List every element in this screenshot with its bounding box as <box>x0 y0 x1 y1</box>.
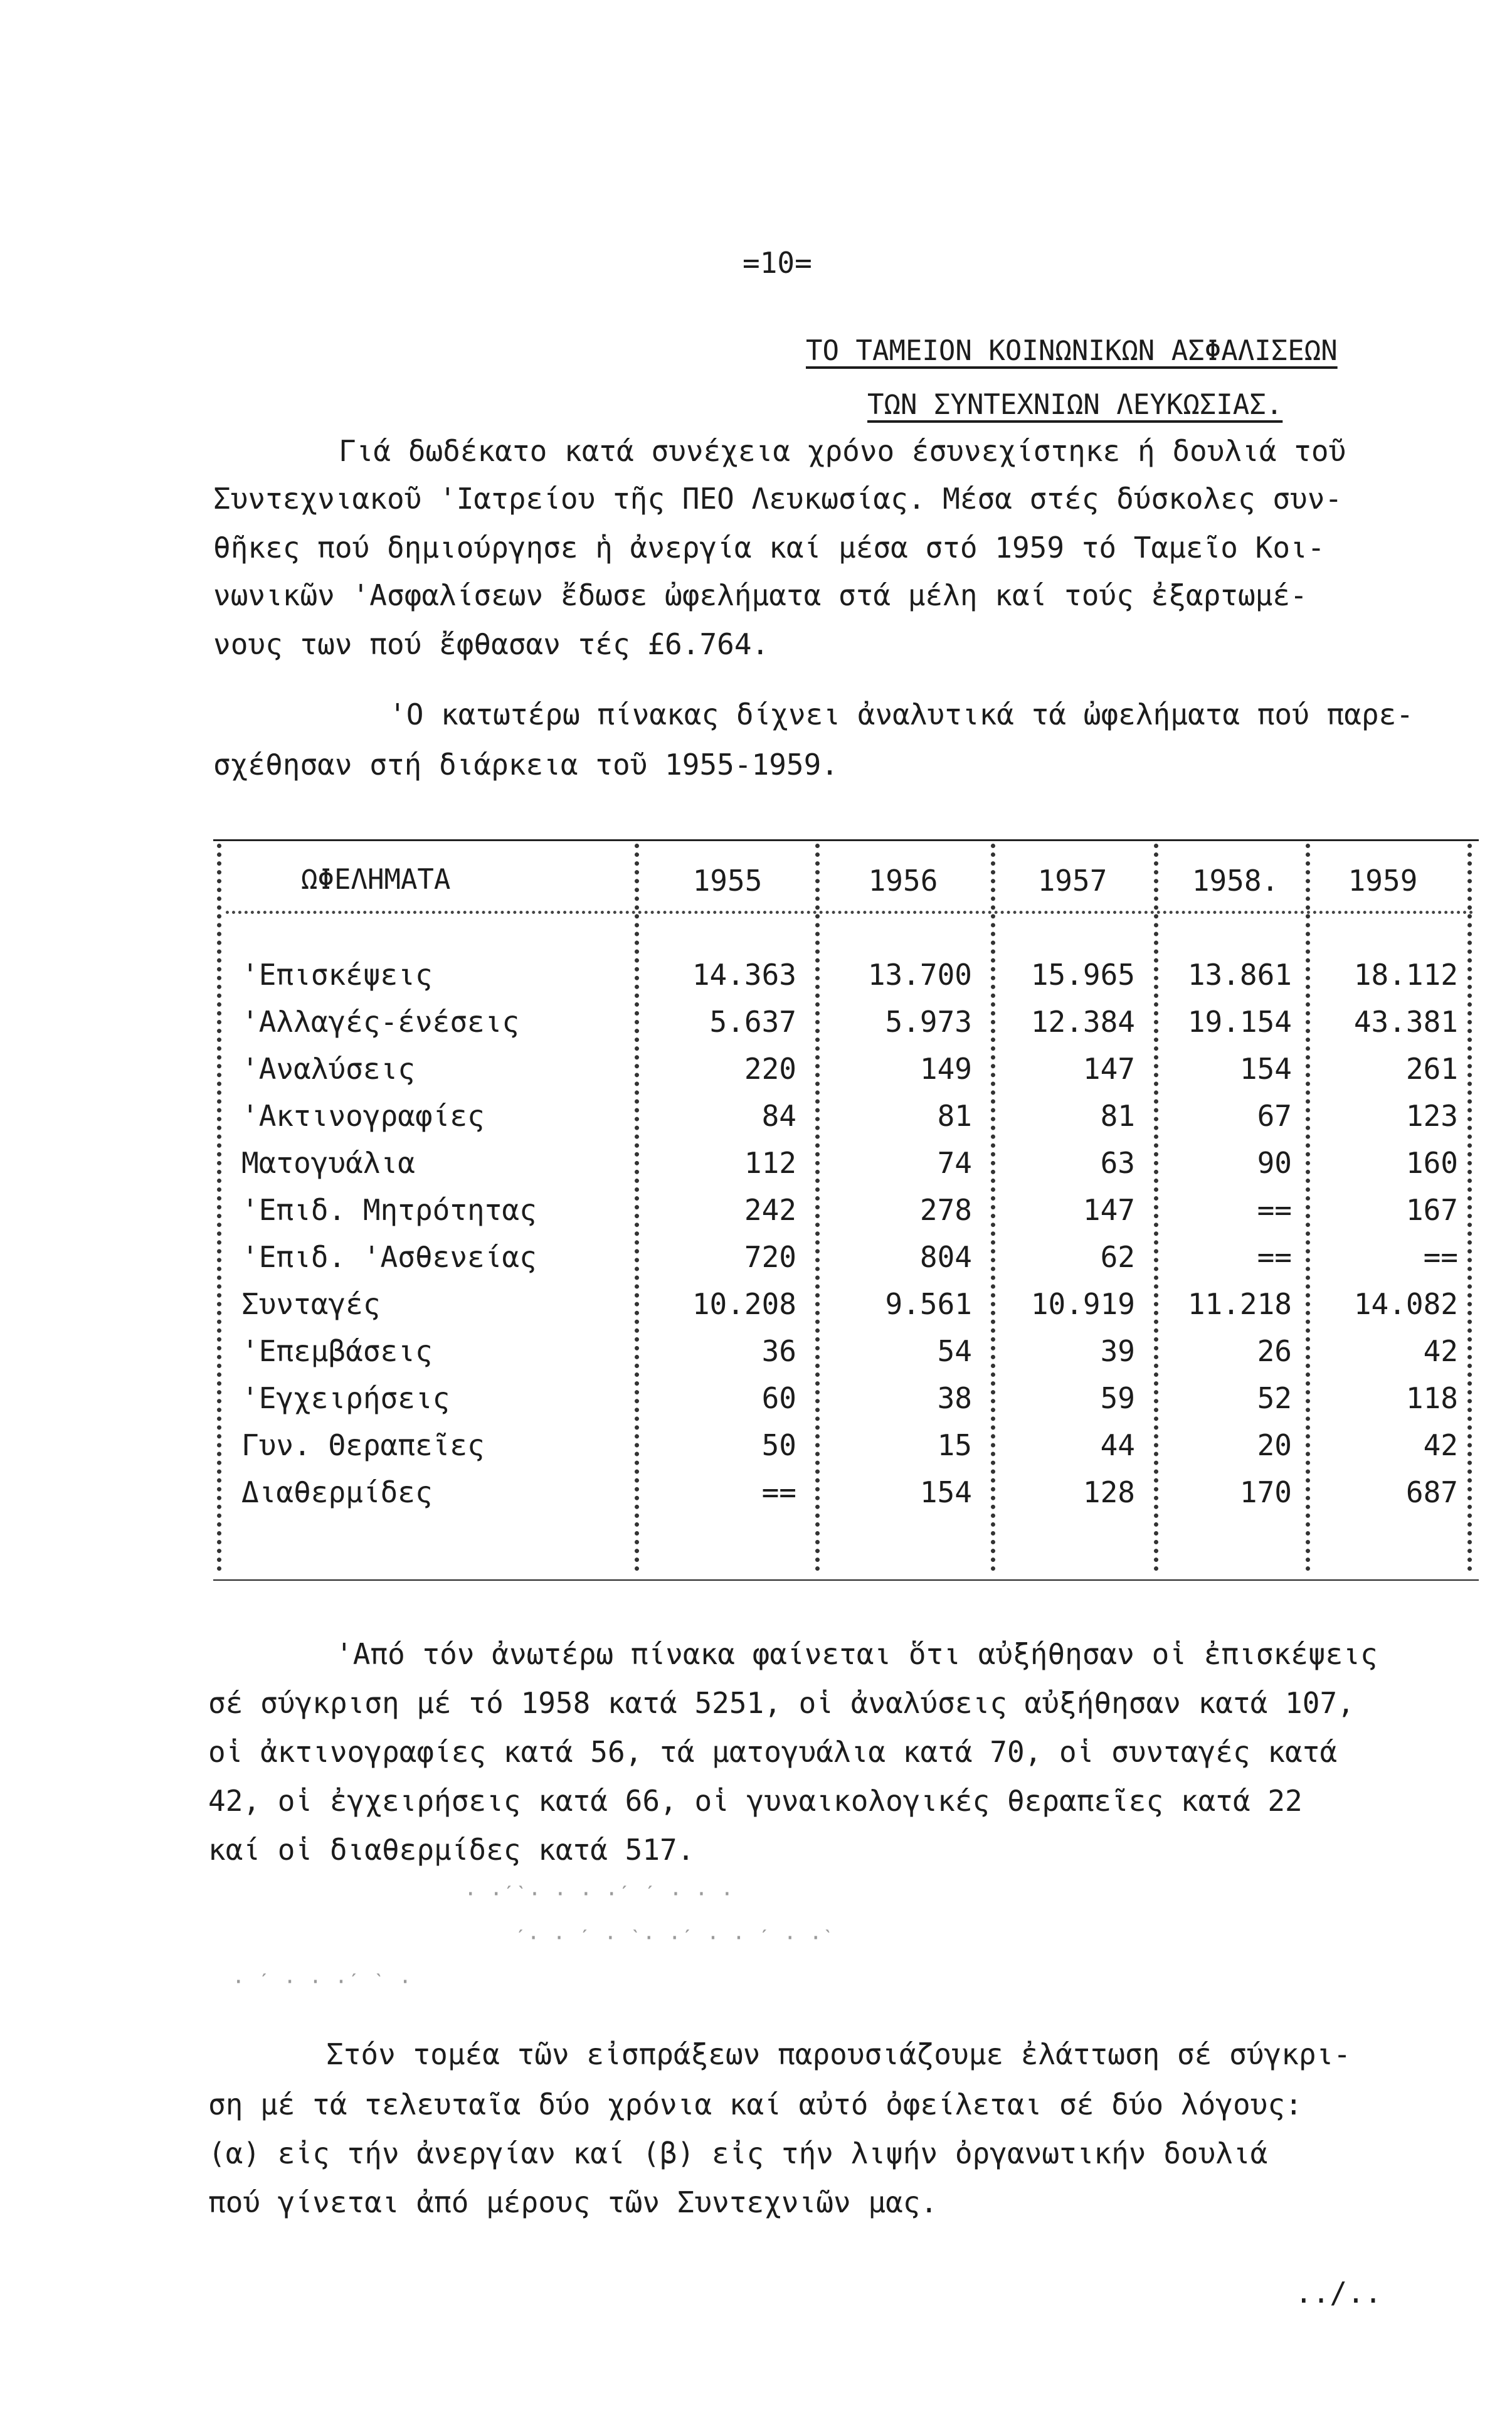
table-cell-1959: 42 <box>1423 1428 1458 1462</box>
conclusion-line-1: 'Από τόν ἀνωτέρω πίνακα φαίνεται ὅτι αὐξήθησαν οἱ ἐπισκέψεις <box>336 1637 1378 1671</box>
table-cell-1957: 59 <box>1100 1381 1135 1415</box>
table-cell-1955: == <box>761 1475 796 1509</box>
intro-line-2: Συντεχνιακοῦ 'Ιατρείου τῆς ΠΕΟ Λευκωσίας. Μέσα στές δύσκολες συν- <box>213 482 1343 516</box>
table-cell-1955: 112 <box>744 1146 796 1180</box>
table-cell-1955: 10.208 <box>692 1287 796 1321</box>
intro-line-3: θῆκες πού δημιούργησε ἡ ἀνεργία καί μέσα στό 1959 τό Ταμεῖο Κοι- <box>213 531 1325 565</box>
table-cell-1956: 278 <box>919 1193 972 1227</box>
table-row-label: Γυν. Θεραπεῖες <box>241 1428 485 1462</box>
table-column-separator <box>1467 844 1472 1571</box>
table-cell-1956: 74 <box>937 1146 972 1180</box>
table-cell-1958: 170 <box>1239 1475 1292 1509</box>
conclusion-line-2: σέ σύγκριση μέ τό 1958 κατά 5251, οἱ ἀναλύσεις αὐξήθησαν κατά 107, <box>208 1686 1355 1720</box>
table-cell-1956: 13.700 <box>867 958 972 992</box>
bleed-through-noise: · ·ˊˋ· · · ·ˊ ˊ · · · <box>464 1882 734 1907</box>
table-cell-1957: 12.384 <box>1030 1005 1135 1039</box>
table-row-label: 'Αναλύσεις <box>241 1052 415 1086</box>
table-cell-1957: 10.919 <box>1030 1287 1135 1321</box>
table-row-label: 'Εγχειρήσεις <box>241 1381 450 1415</box>
table-row-label: 'Αλλαγές-ένέσεις <box>241 1005 520 1039</box>
table-row-label: Διαθερμίδες <box>241 1475 433 1509</box>
table-cell-1958: 20 <box>1257 1428 1292 1462</box>
table-cell-1956: 15 <box>937 1428 972 1462</box>
table-cell-1957: 39 <box>1100 1334 1135 1368</box>
conclusion-line-3: οἱ ἀκτινογραφίες κατά 56, τά ματογυάλια κατά 70, οἱ συνταγές κατά <box>208 1735 1338 1769</box>
table-cell-1959: 123 <box>1405 1099 1458 1133</box>
table-header-benefits: ΩΦΕΛΗΜΑΤΑ <box>301 864 451 896</box>
table-cell-1957: 63 <box>1100 1146 1135 1180</box>
table-cell-1957: 15.965 <box>1030 958 1135 992</box>
table-cell-1959: 160 <box>1405 1146 1458 1180</box>
table-column-separator <box>1154 844 1158 1571</box>
table-row-label: 'Επισκέψεις <box>241 958 433 992</box>
heading-line-2: ΤΩΝ ΣΥΝΤΕΧΝΙΩΝ ΛΕΥΚΩΣΙΑΣ. <box>867 389 1283 421</box>
table-cell-1955: 60 <box>761 1381 796 1415</box>
table-cell-1958: 154 <box>1239 1052 1292 1086</box>
conclusion-line-5: καί οἱ διαθερμίδες κατά 517. <box>208 1833 695 1867</box>
intro-line-5: νους των πού ἔφθασαν τές £6.764. <box>213 627 769 661</box>
table-column-separator <box>991 844 995 1571</box>
conclusion-line-4: 42, οἱ ἐγχειρήσεις κατά 66, οἱ γυναικολογικές θεραπεῖες κατά 22 <box>208 1784 1303 1818</box>
table-cell-1958: 52 <box>1257 1381 1292 1415</box>
table-cell-1958: 67 <box>1257 1099 1292 1133</box>
table-intro-line-2: σχέθησαν στή διάρκεια τοῦ 1955-1959. <box>213 748 838 782</box>
table-cell-1955: 720 <box>744 1240 796 1274</box>
table-cell-1956: 38 <box>937 1381 972 1415</box>
table-cell-1959: 687 <box>1405 1475 1458 1509</box>
revenue-line-1: Στόν τομέα τῶν εἰσπράξεων παρουσιάζουμε ἐλάττωση σέ σύγκρι- <box>326 2037 1351 2071</box>
table-cell-1955: 242 <box>744 1193 796 1227</box>
table-cell-1955: 50 <box>761 1428 796 1462</box>
revenue-line-3: (α) εἰς τήν ἀνεργίαν καί (β) εἰς τήν λιψήν ὀργανωτικήν δουλιά <box>208 2136 1268 2170</box>
table-row-label: Ματογυάλια <box>241 1146 415 1180</box>
table-cell-1958: 13.861 <box>1187 958 1292 992</box>
table-cell-1959: == <box>1423 1240 1458 1274</box>
table-cell-1959: 118 <box>1405 1381 1458 1415</box>
table-row-label: 'Ακτινογραφίες <box>241 1099 485 1133</box>
table-intro-line-1: 'Ο κατωτέρω πίνακας δίχνει ἀναλυτικά τά ὠφελήματα πού παρε- <box>389 698 1414 731</box>
revenue-line-4: πού γίνεται ἀπό μέρους τῶν Συντεχνιῶν μας. <box>208 2185 938 2219</box>
table-column-separator <box>815 844 820 1571</box>
table-cell-1959: 42 <box>1423 1334 1458 1368</box>
table-cell-1956: 154 <box>919 1475 972 1509</box>
table-cell-1956: 81 <box>937 1099 972 1133</box>
table-header-year: 1959 <box>1348 864 1418 898</box>
table-row-label: Συνταγές <box>241 1287 381 1321</box>
table-cell-1958: 26 <box>1257 1334 1292 1368</box>
table-column-separator <box>217 844 221 1571</box>
table-cell-1959: 18.112 <box>1353 958 1458 992</box>
table-cell-1955: 36 <box>761 1334 796 1368</box>
table-cell-1955: 14.363 <box>692 958 796 992</box>
table-row-label: 'Επιδ. 'Ασθενείας <box>241 1240 537 1274</box>
page-number: =10= <box>743 246 812 280</box>
table-top-rule <box>213 839 1479 841</box>
table-cell-1958: 19.154 <box>1187 1005 1292 1039</box>
table-cell-1957: 128 <box>1082 1475 1135 1509</box>
revenue-line-2: ση μέ τά τελευταῖα δύο χρόνια καί αὐτό ὀφείλεται σέ δύο λόγους: <box>208 2088 1303 2121</box>
table-column-separator <box>635 844 639 1571</box>
table-cell-1956: 5.973 <box>885 1005 972 1039</box>
table-header-year: 1956 <box>868 864 938 898</box>
table-cell-1955: 5.637 <box>709 1005 796 1039</box>
table-row-label: 'Επιδ. Μητρότητας <box>241 1193 537 1227</box>
table-header-year: 1957 <box>1037 864 1108 898</box>
table-cell-1956: 54 <box>937 1334 972 1368</box>
table-cell-1958: 11.218 <box>1187 1287 1292 1321</box>
table-cell-1956: 804 <box>919 1240 972 1274</box>
table-cell-1959: 261 <box>1405 1052 1458 1086</box>
table-cell-1958: 90 <box>1257 1146 1292 1180</box>
table-header-separator <box>226 911 1474 914</box>
table-cell-1959: 43.381 <box>1353 1005 1458 1039</box>
table-cell-1957: 147 <box>1082 1052 1135 1086</box>
table-cell-1955: 84 <box>761 1099 796 1133</box>
heading-line-1: ΤΟ ΤΑΜΕΙΟΝ ΚΟΙΝΩΝΙΚΩΝ ΑΣΦΑΛΙΣΕΩΝ <box>806 335 1338 367</box>
table-header-year: 1958. <box>1192 864 1279 898</box>
table-cell-1958: == <box>1257 1193 1292 1227</box>
bleed-through-noise: ˊ· · ˊ · ˋ· ·ˊ · · ˊ · ·ˋ <box>514 1926 835 1951</box>
intro-line-4: νωνικῶν 'Ασφαλίσεων ἔδωσε ὠφελήματα στά μέλη καί τούς ἐξαρτωμέ- <box>213 578 1308 612</box>
table-cell-1957: 81 <box>1100 1099 1135 1133</box>
table-column-separator <box>1306 844 1310 1571</box>
table-cell-1959: 14.082 <box>1353 1287 1458 1321</box>
bleed-through-noise: · ˊ · · ·ˊ ˋ · <box>232 1970 412 1995</box>
table-cell-1955: 220 <box>744 1052 796 1086</box>
table-row-label: 'Επεμβάσεις <box>241 1334 433 1368</box>
table-bottom-rule <box>213 1579 1479 1581</box>
table-header-year: 1955 <box>692 864 763 898</box>
table-cell-1956: 149 <box>919 1052 972 1086</box>
intro-line-1: Γιά δωδέκατο κατά συνέχεια χρόνο έσυνεχίστηκε ή δουλιά τοῦ <box>339 434 1346 468</box>
table-cell-1959: 167 <box>1405 1193 1458 1227</box>
continuation-mark: ../.. <box>1295 2276 1382 2310</box>
table-cell-1957: 44 <box>1100 1428 1135 1462</box>
table-cell-1956: 9.561 <box>885 1287 972 1321</box>
table-cell-1957: 62 <box>1100 1240 1135 1274</box>
table-cell-1958: == <box>1257 1240 1292 1274</box>
table-cell-1957: 147 <box>1082 1193 1135 1227</box>
